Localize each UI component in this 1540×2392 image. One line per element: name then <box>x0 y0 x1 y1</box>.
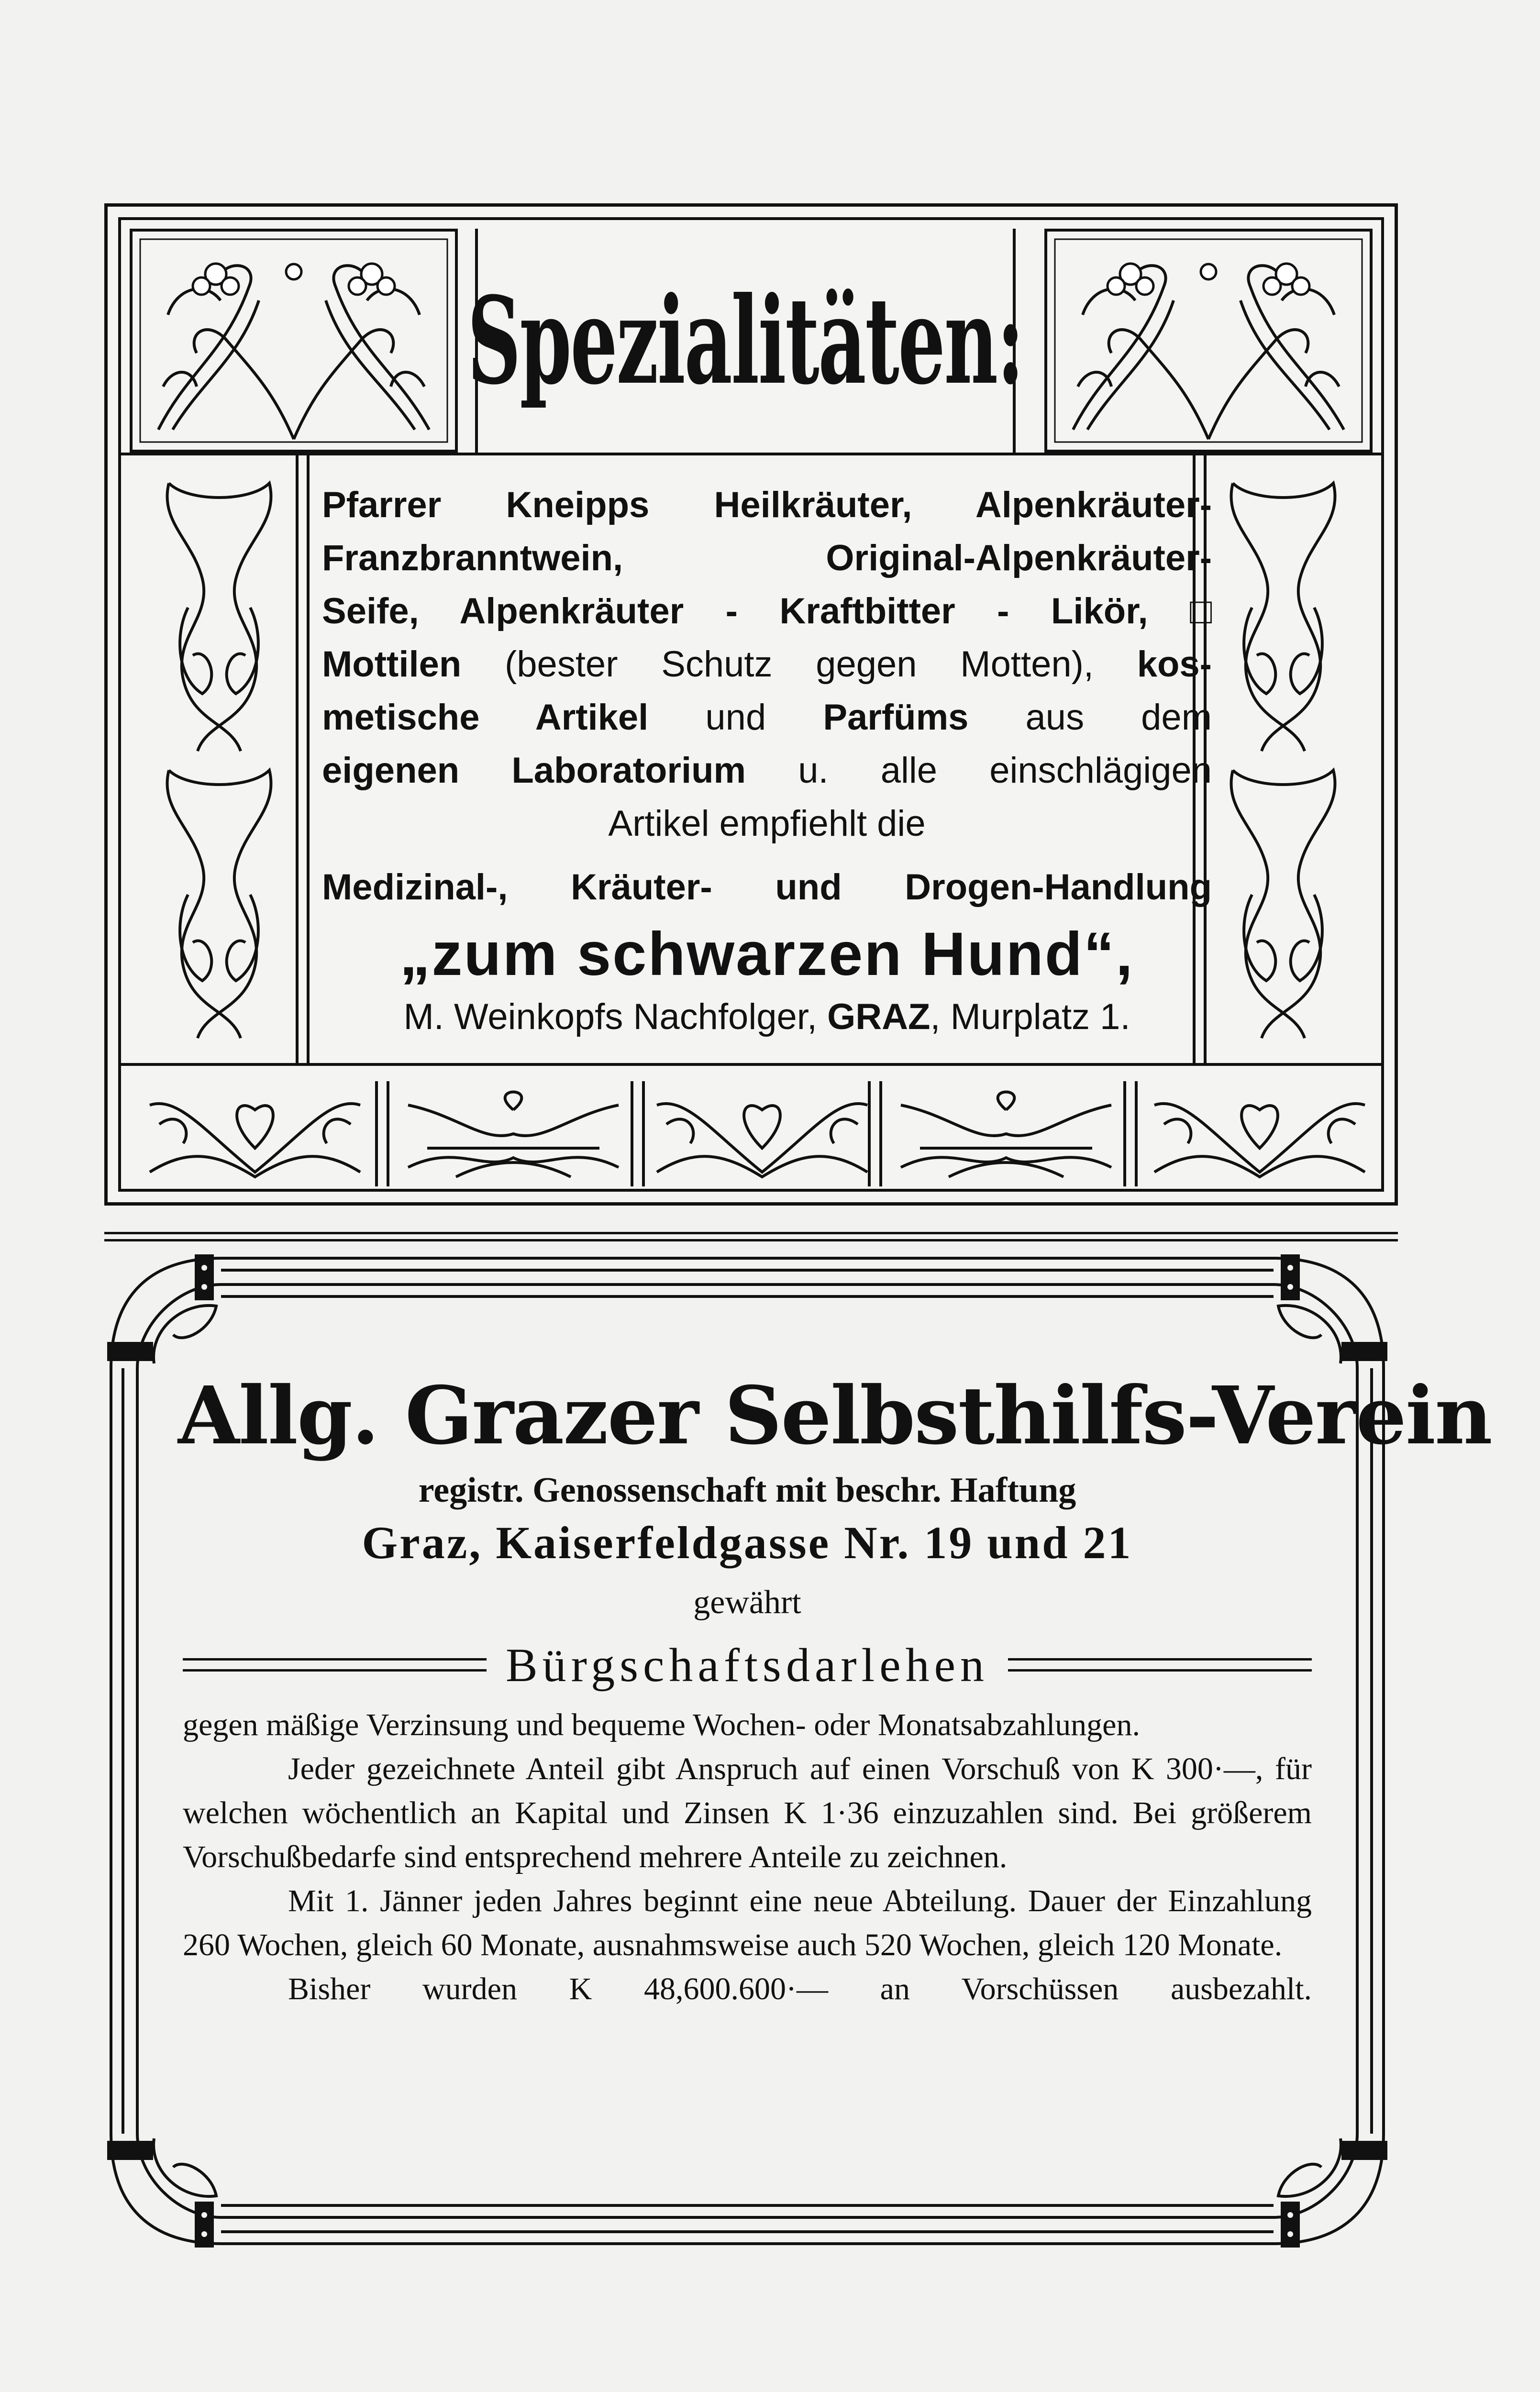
paragraph: gegen mäßige Verzinsung und bequeme Wochen- oder Monatsabzahlungen. <box>183 1707 1140 1742</box>
divider <box>121 1063 1381 1066</box>
divider <box>307 455 310 1063</box>
ad-subtitle: registr. Genossenschaft mit beschr. Haftung <box>418 1471 1076 1510</box>
shop-name: „zum schwarzen Hund“, <box>399 920 1134 988</box>
vine-ornament-icon <box>1204 464 1362 1052</box>
ad-title: Spezialitäten: <box>467 270 1023 411</box>
title-box <box>467 229 1023 453</box>
divider <box>104 1239 1398 1241</box>
shop-address: M. Weinkopfs Nachfolger, GRAZ, Murplatz 1. <box>403 997 1130 1037</box>
double-rule <box>1008 1658 1312 1672</box>
paragraph: Mit 1. Jänner jeden Jahres beginnt eine neue Abteilung. Dauer der Einzahlung 260 Wochen, gleich 60 Monate, ausnahmsweise auch 520 Wochen, gleich 120 Monate. <box>183 1883 1312 1962</box>
floral-ornament-icon <box>130 229 458 453</box>
text-line: metische Artikel und Parfüms aus dem <box>322 697 1212 738</box>
paragraph: Jeder gezeichnete Anteil gibt Anspruch auf einen Vorschuß von K 300·—, für welchen wöchentlich an Kapital und Zinsen K 1·36 einzuzahlen sind. Bei größerem Vorschußbedarfe sind entsprechend mehrere Anteile zu zeichnen. <box>183 1751 1312 1874</box>
ad-heading: Bürgschaftsdarlehen <box>505 1638 989 1692</box>
ad-inner-frame <box>118 217 1384 1192</box>
ad-body <box>183 1703 1312 2011</box>
text-line: Artikel empfiehlt die <box>608 803 926 844</box>
ad-address: Graz, Kaiserfeldgasse Nr. 19 und 21 <box>362 1517 1133 1568</box>
text-line: Pfarrer Kneipps Heilkräuter, Alpenkräuter- <box>322 485 1212 525</box>
vine-ornament-icon <box>140 464 298 1052</box>
ad-selbsthilfs-verein <box>101 1249 1492 2253</box>
heart-ornament-strip-icon <box>131 1076 1382 1191</box>
ad-heading-row <box>183 1636 1312 1694</box>
paragraph: Bisher wurden K 48,600.600·— an Vorschüssen ausbezahlt. <box>288 1971 1312 2006</box>
ad-title: Allg. Grazer Selbsthilfs-Verein <box>178 1369 1492 1462</box>
text-line: Franzbranntwein, Original-Alpenkräuter- <box>322 538 1212 578</box>
ad-text-gewaehrt: gewährt <box>693 1584 801 1621</box>
text-line: eigenen Laboratorium u. alle einschlägigen <box>322 750 1212 791</box>
divider <box>121 453 1381 455</box>
text-line: Mottilen (bester Schutz gegen Motten), kos- <box>322 644 1212 685</box>
shop-type: Medizinal-, Kräuter- und Drogen-Handlung <box>322 867 1212 908</box>
ad-body <box>322 478 1212 1057</box>
ad-spezialitaeten <box>104 203 1398 1206</box>
floral-ornament-icon <box>1044 229 1373 453</box>
text-line: Seife, Alpenkräuter - Kraftbitter - Likör, □ <box>322 591 1212 631</box>
divider <box>104 1232 1398 1234</box>
double-rule <box>183 1658 487 1672</box>
